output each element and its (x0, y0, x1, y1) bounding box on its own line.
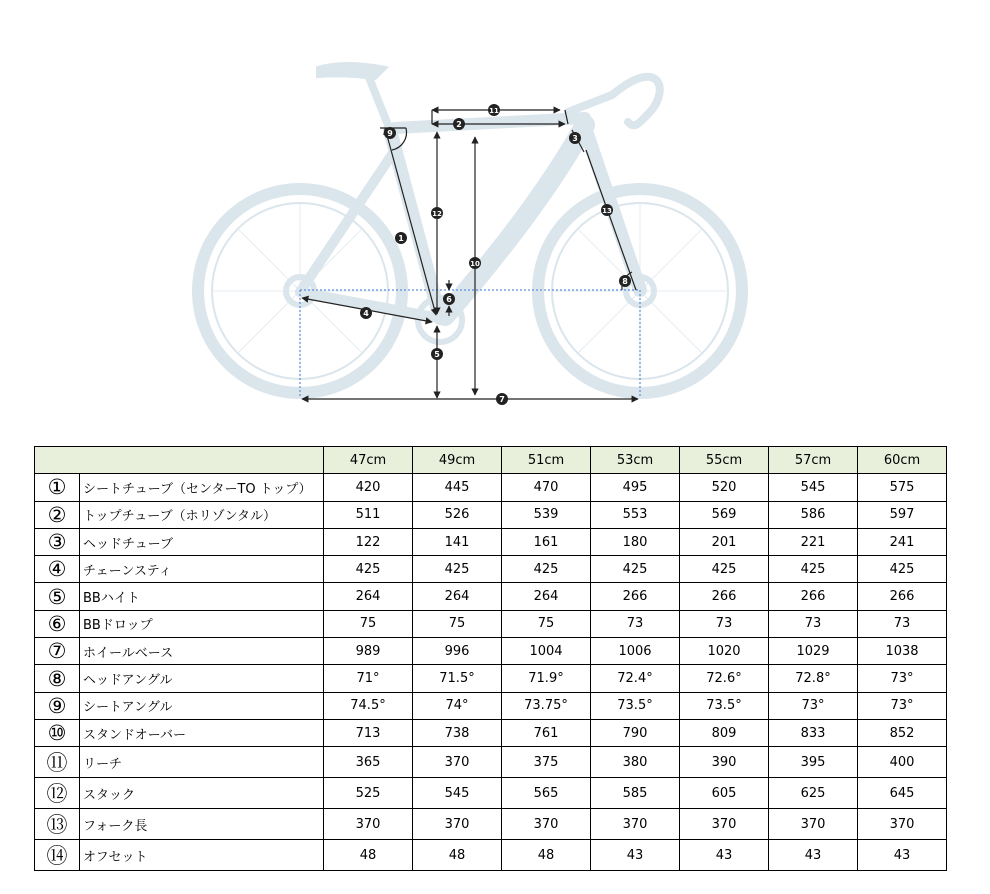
value-cell: 605 (680, 778, 769, 809)
row-label: ホイールベース (80, 638, 324, 665)
value-cell: 575 (858, 474, 947, 501)
value-cell: 738 (413, 719, 502, 746)
value-cell: 122 (324, 528, 413, 555)
value-cell: 141 (413, 528, 502, 555)
value-cell: 370 (413, 747, 502, 778)
size-header: 55cm (680, 447, 769, 474)
row-number: ⑦ (35, 638, 80, 665)
value-cell: 586 (769, 501, 858, 528)
size-header: 51cm (502, 447, 591, 474)
value-cell: 370 (502, 809, 591, 840)
bike-silhouette (198, 64, 742, 393)
value-cell: 809 (680, 719, 769, 746)
value-cell: 495 (591, 474, 680, 501)
svg-text:6: 6 (446, 295, 452, 304)
svg-text:13: 13 (602, 207, 612, 215)
value-cell: 370 (413, 809, 502, 840)
value-cell: 71° (324, 665, 413, 692)
table-row (35, 583, 947, 610)
row-number: ⑬ (35, 809, 80, 840)
value-cell: 73° (769, 692, 858, 719)
marker-8 (619, 275, 631, 287)
svg-text:10: 10 (470, 260, 480, 268)
row-label: シートアングル (80, 692, 324, 719)
value-cell: 526 (413, 501, 502, 528)
row-number: ⑪ (35, 747, 80, 778)
value-cell: 75 (502, 610, 591, 637)
value-cell: 72.6° (680, 665, 769, 692)
value-cell: 266 (591, 583, 680, 610)
value-cell: 73° (858, 665, 947, 692)
value-cell: 585 (591, 778, 680, 809)
value-cell: 48 (413, 840, 502, 871)
table-row (35, 501, 947, 528)
marker-11 (488, 104, 500, 116)
value-cell: 370 (591, 809, 680, 840)
value-cell: 72.8° (769, 665, 858, 692)
value-cell: 73 (680, 610, 769, 637)
marker-5 (431, 348, 443, 360)
size-header: 53cm (591, 447, 680, 474)
row-label: フォーク長 (80, 809, 324, 840)
value-cell: 43 (769, 840, 858, 871)
value-cell: 395 (769, 747, 858, 778)
row-number: ② (35, 501, 80, 528)
value-cell: 75 (413, 610, 502, 637)
table-row (35, 809, 947, 840)
value-cell: 375 (502, 747, 591, 778)
value-cell: 569 (680, 501, 769, 528)
marker-10 (469, 257, 481, 269)
value-cell: 553 (591, 501, 680, 528)
value-cell: 48 (502, 840, 591, 871)
value-cell: 264 (413, 583, 502, 610)
row-number: ⑧ (35, 665, 80, 692)
value-cell: 266 (858, 583, 947, 610)
value-cell: 266 (769, 583, 858, 610)
size-header: 49cm (413, 447, 502, 474)
value-cell: 390 (680, 747, 769, 778)
value-cell: 470 (502, 474, 591, 501)
svg-text:11: 11 (489, 107, 499, 115)
value-cell: 1006 (591, 638, 680, 665)
geometry-table (34, 446, 947, 871)
row-label: スタック (80, 778, 324, 809)
value-cell: 264 (502, 583, 591, 610)
value-cell: 73 (591, 610, 680, 637)
svg-text:3: 3 (572, 134, 578, 143)
marker-9 (384, 127, 396, 139)
row-label: オフセット (80, 840, 324, 871)
row-number: ① (35, 474, 80, 501)
value-cell: 71.5° (413, 665, 502, 692)
svg-text:1: 1 (398, 234, 404, 243)
value-cell: 380 (591, 747, 680, 778)
value-cell: 545 (769, 474, 858, 501)
value-cell: 989 (324, 638, 413, 665)
value-cell: 520 (680, 474, 769, 501)
value-cell: 645 (858, 778, 947, 809)
value-cell: 525 (324, 778, 413, 809)
value-cell: 425 (858, 556, 947, 583)
table-row (35, 840, 947, 871)
svg-text:4: 4 (363, 309, 369, 318)
row-number: ④ (35, 556, 80, 583)
value-cell: 370 (324, 809, 413, 840)
marker-3 (569, 132, 581, 144)
value-cell: 370 (680, 809, 769, 840)
value-cell: 241 (858, 528, 947, 555)
row-label: BBハイト (80, 583, 324, 610)
row-number: ⑭ (35, 840, 80, 871)
value-cell: 48 (324, 840, 413, 871)
value-cell: 264 (324, 583, 413, 610)
row-number: ⑩ (35, 719, 80, 746)
svg-text:2: 2 (456, 120, 462, 129)
value-cell: 539 (502, 501, 591, 528)
value-cell: 73° (858, 692, 947, 719)
size-header: 57cm (769, 447, 858, 474)
value-cell: 511 (324, 501, 413, 528)
svg-text:9: 9 (387, 129, 393, 138)
table-row (35, 528, 947, 555)
value-cell: 1038 (858, 638, 947, 665)
value-cell: 43 (591, 840, 680, 871)
value-cell: 365 (324, 747, 413, 778)
marker-6 (443, 293, 455, 305)
value-cell: 72.4° (591, 665, 680, 692)
value-cell: 425 (413, 556, 502, 583)
row-label: スタンドオーバー (80, 719, 324, 746)
value-cell: 266 (680, 583, 769, 610)
size-header: 47cm (324, 447, 413, 474)
row-number: ⑤ (35, 583, 80, 610)
value-cell: 73 (858, 610, 947, 637)
value-cell: 74° (413, 692, 502, 719)
value-cell: 1029 (769, 638, 858, 665)
value-cell: 425 (591, 556, 680, 583)
value-cell: 1020 (680, 638, 769, 665)
marker-1 (395, 232, 407, 244)
value-cell: 425 (680, 556, 769, 583)
value-cell: 597 (858, 501, 947, 528)
value-cell: 425 (769, 556, 858, 583)
row-label: チェーンスティ (80, 556, 324, 583)
value-cell: 761 (502, 719, 591, 746)
value-cell: 420 (324, 474, 413, 501)
row-label: ヘッドチューブ (80, 528, 324, 555)
table-row (35, 556, 947, 583)
value-cell: 425 (324, 556, 413, 583)
marker-13 (601, 204, 613, 216)
marker-7 (496, 393, 508, 405)
value-cell: 201 (680, 528, 769, 555)
row-label: シートチューブ（センターTO トップ） (80, 474, 324, 501)
table-row (35, 474, 947, 501)
value-cell: 73.5° (591, 692, 680, 719)
value-cell: 71.9° (502, 665, 591, 692)
table-row (35, 719, 947, 746)
table-row (35, 610, 947, 637)
value-cell: 43 (680, 840, 769, 871)
value-cell: 425 (502, 556, 591, 583)
header-corner (35, 447, 324, 474)
value-cell: 75 (324, 610, 413, 637)
svg-text:8: 8 (622, 277, 628, 286)
row-label: トップチューブ（ホリゾンタル） (80, 501, 324, 528)
svg-text:5: 5 (434, 350, 440, 359)
table-row (35, 778, 947, 809)
value-cell: 1004 (502, 638, 591, 665)
table-row (35, 665, 947, 692)
table-row (35, 692, 947, 719)
value-cell: 996 (413, 638, 502, 665)
value-cell: 445 (413, 474, 502, 501)
svg-text:12: 12 (432, 210, 442, 218)
value-cell: 43 (858, 840, 947, 871)
svg-text:7: 7 (499, 395, 505, 404)
value-cell: 565 (502, 778, 591, 809)
value-cell: 161 (502, 528, 591, 555)
value-cell: 221 (769, 528, 858, 555)
row-label: BBドロップ (80, 610, 324, 637)
row-number: ⑫ (35, 778, 80, 809)
marker-12 (431, 207, 443, 219)
value-cell: 790 (591, 719, 680, 746)
value-cell: 852 (858, 719, 947, 746)
row-number: ③ (35, 528, 80, 555)
row-label: ヘッドアングル (80, 665, 324, 692)
value-cell: 545 (413, 778, 502, 809)
table-row (35, 747, 947, 778)
bike-geometry-diagram (0, 0, 990, 420)
row-number: ⑨ (35, 692, 80, 719)
value-cell: 73.5° (680, 692, 769, 719)
value-cell: 180 (591, 528, 680, 555)
row-number: ⑥ (35, 610, 80, 637)
marker-2 (453, 118, 465, 130)
value-cell: 73 (769, 610, 858, 637)
size-header: 60cm (858, 447, 947, 474)
value-cell: 73.75° (502, 692, 591, 719)
value-cell: 400 (858, 747, 947, 778)
value-cell: 370 (769, 809, 858, 840)
value-cell: 833 (769, 719, 858, 746)
marker-4 (360, 307, 372, 319)
value-cell: 625 (769, 778, 858, 809)
row-label: リーチ (80, 747, 324, 778)
table-row (35, 638, 947, 665)
value-cell: 74.5° (324, 692, 413, 719)
table-header-row (35, 447, 947, 474)
value-cell: 370 (858, 809, 947, 840)
value-cell: 713 (324, 719, 413, 746)
